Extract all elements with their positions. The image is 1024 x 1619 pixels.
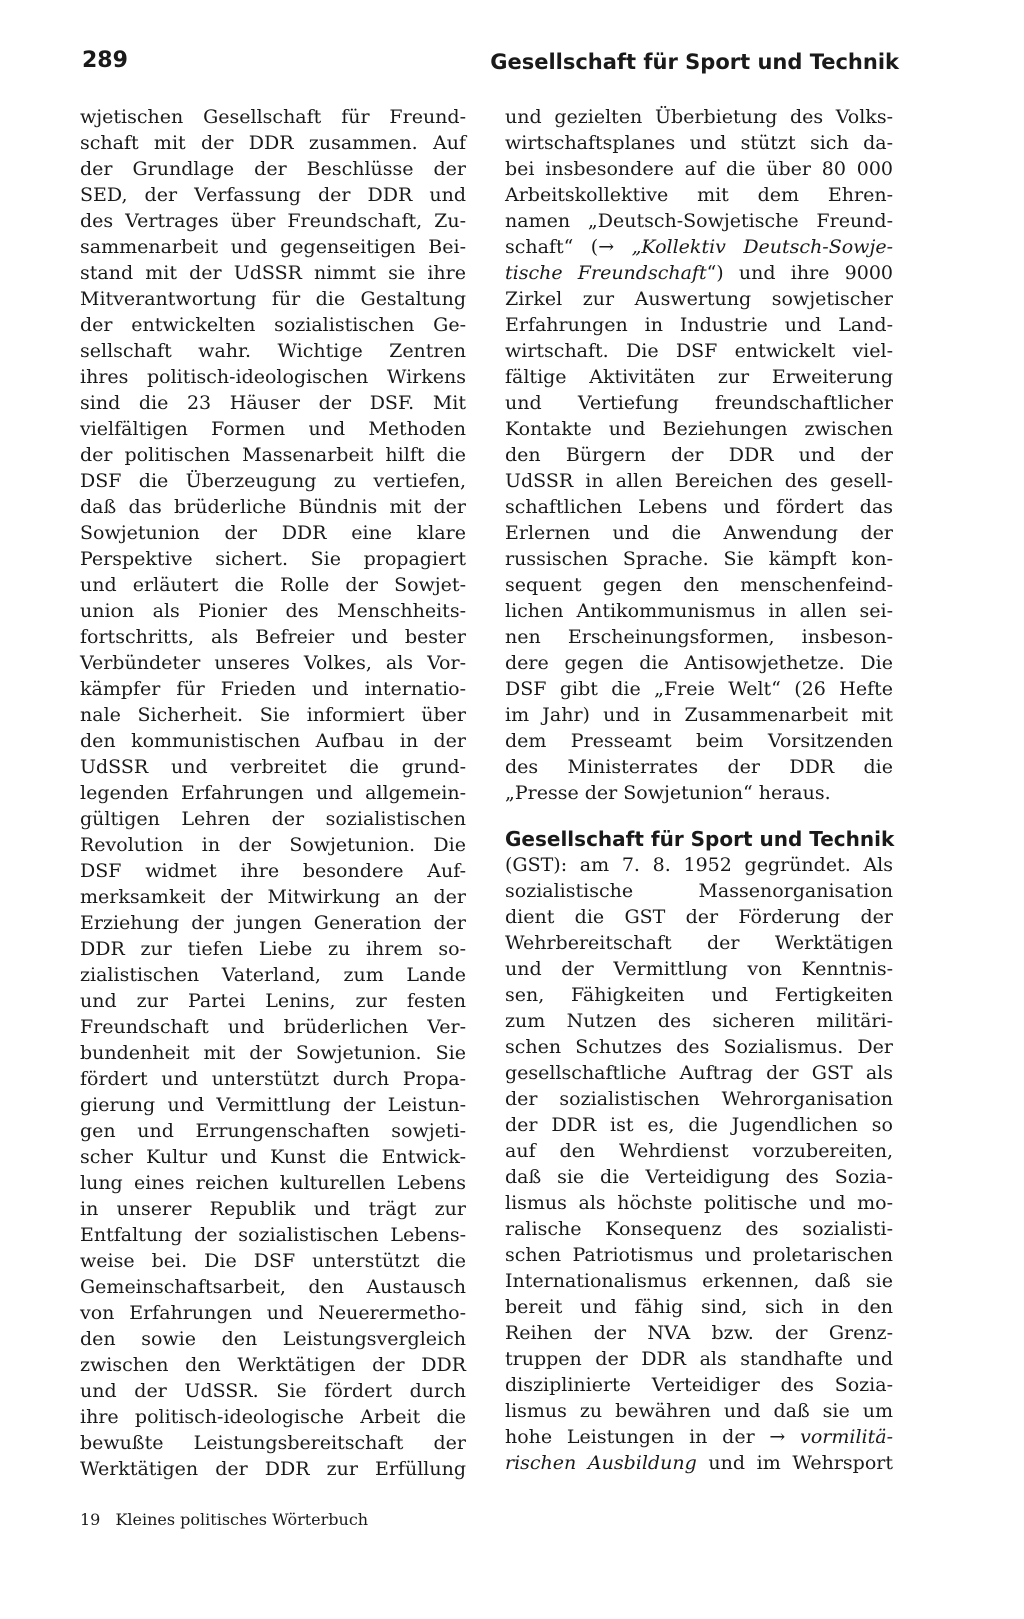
signature-mark: 19 xyxy=(80,1510,101,1529)
text-line: lismus zu bewähren und daß sie um xyxy=(505,1400,893,1422)
text-line: Revolution in der Sowjetunion. Die xyxy=(80,834,466,856)
text-line xyxy=(505,260,893,286)
text-line: schaft mit der DDR zusammen. Auf xyxy=(80,132,466,154)
text-line: wjetischen Gesellschaft für Freund- xyxy=(80,106,466,128)
text-line: Reihen der NVA bzw. der Grenz- xyxy=(505,1322,893,1344)
text-line: zwischen den Werktätigen der DDR xyxy=(80,1354,466,1376)
right-column xyxy=(505,104,893,1476)
text-line: lung eines reichen kulturellen Lebens xyxy=(80,1172,466,1194)
cross-reference-link[interactable]: vormilitä- xyxy=(785,1426,893,1448)
text-line: namen „Deutsch-Sowjetische Freund- xyxy=(505,210,893,232)
text-line: im Jahr) und in Zusammenarbeit mit xyxy=(505,704,893,726)
text-line: der Grundlage der Beschlüsse der xyxy=(80,158,466,180)
text-line: nen Erscheinungsformen, insbeson- xyxy=(505,626,893,648)
text-line: weise bei. Die DSF unterstützt die xyxy=(80,1250,466,1272)
text-line: DSF widmet ihre besondere Auf- xyxy=(80,860,466,882)
text-line: daß das brüderliche Bündnis mit der xyxy=(80,496,466,518)
text-line: UdSSR in allen Bereichen des gesell- xyxy=(505,470,893,492)
text-line: der sozialistischen Wehrorganisation xyxy=(505,1088,893,1110)
text-line: schaftlichen Lebens und fördert das xyxy=(505,496,893,518)
cross-reference-link[interactable]: tische Freundschaft xyxy=(505,262,707,284)
text-fragment: hohe Leistungen in der xyxy=(505,1426,770,1448)
text-line: wirtschaftsplanes und stützt sich da- xyxy=(505,132,893,154)
text-line: und zur Partei Lenins, zur festen xyxy=(80,990,466,1012)
text-line: und erläutert die Rolle der Sowjet- xyxy=(80,574,466,596)
text-line: Erfahrungen in Industrie und Land- xyxy=(505,314,893,336)
text-fragment: “) und ihre 9000 xyxy=(706,262,893,284)
text-line: Freundschaft und brüderlichen Ver- xyxy=(80,1016,466,1038)
text-line: sammenarbeit und gegenseitigen Bei- xyxy=(80,236,466,258)
text-line: SED, der Verfassung der DDR und xyxy=(80,184,466,206)
text-line: DSF die Überzeugung zu vertiefen, xyxy=(80,470,466,492)
text-line: den sowie den Leistungsvergleich xyxy=(80,1328,466,1350)
paragraph-dsf-continued xyxy=(80,104,466,1482)
text-line: Wehrbereitschaft der Werktätigen xyxy=(505,932,893,954)
text-line: DDR zur tiefen Liebe zu ihrem so- xyxy=(80,938,466,960)
text-line: Mitverantwortung für die Gestaltung xyxy=(80,288,466,310)
text-line: Werktätigen der DDR zur Erfüllung xyxy=(80,1458,466,1480)
text-fragment: und im Wehrsport xyxy=(696,1452,893,1474)
text-line: DSF gibt die „Freie Welt“ (26 Hefte xyxy=(505,678,893,700)
text-line: Sowjetunion der DDR eine klare xyxy=(80,522,466,544)
text-line: sellschaft wahr. Wichtige Zentren xyxy=(80,340,466,362)
text-line: UdSSR und verbreitet die grund- xyxy=(80,756,466,778)
text-line: zialistischen Vaterland, zum Lande xyxy=(80,964,466,986)
page-footer xyxy=(80,1510,378,1529)
text-line: bei insbesondere auf die über 80 000 xyxy=(505,158,893,180)
text-line: sequent gegen den menschenfeind- xyxy=(505,574,893,596)
text-line: nale Sicherheit. Sie informiert über xyxy=(80,704,466,726)
text-line: von Erfahrungen und Neuerermetho- xyxy=(80,1302,466,1324)
text-line: Zirkel zur Auswertung sowjetischer xyxy=(505,288,893,310)
left-column xyxy=(80,104,466,1482)
text-line: kämpfer für Frieden und internatio- xyxy=(80,678,466,700)
text-line: Arbeitskollektive mit dem Ehren- xyxy=(505,184,893,206)
text-line: ihres politisch-ideologischen Wirkens xyxy=(80,366,466,388)
book-title: Kleines politisches Wörterbuch xyxy=(115,1510,369,1529)
text-line: sozialistische Massenorganisation xyxy=(505,880,893,902)
text-line: der DDR ist es, die Jugendlichen so xyxy=(505,1114,893,1136)
article-heading: Gesellschaft für Sport und Technik xyxy=(505,827,895,851)
text-line: wirtschaft. Die DSF entwickelt viel- xyxy=(505,340,893,362)
text-line: lichen Antikommunismus in allen sei- xyxy=(505,600,893,622)
text-line: fortschritts, als Befreier und bester xyxy=(80,626,466,648)
text-line: den kommunistischen Aufbau in der xyxy=(80,730,466,752)
text-line: russischen Sprache. Sie kämpft kon- xyxy=(505,548,893,570)
text-line xyxy=(505,1424,893,1450)
text-line: und gezielten Überbietung des Volks- xyxy=(505,106,893,128)
text-line xyxy=(505,234,893,260)
text-line: Erziehung der jungen Generation der xyxy=(80,912,466,934)
article-body xyxy=(505,852,893,1476)
cross-reference-link[interactable]: „Kollektiv Deutsch-Sowje- xyxy=(614,236,894,258)
text-line: dient die GST der Förderung der xyxy=(505,906,893,928)
text-line: gesellschaftliche Auftrag der GST als xyxy=(505,1062,893,1084)
text-line: sen, Fähigkeiten und Fertigkeiten xyxy=(505,984,893,1006)
text-line: Perspektive sichert. Sie propagiert xyxy=(80,548,466,570)
text-line: gierung und Vermittlung der Leistun- xyxy=(80,1094,466,1116)
text-line: truppen der DDR als standhafte und xyxy=(505,1348,893,1370)
text-line: bewußte Leistungsbereitschaft der xyxy=(80,1432,466,1454)
text-line: gen und Errungenschaften sowjeti- xyxy=(80,1120,466,1142)
page-number: 289 xyxy=(82,48,128,73)
text-line: zum Nutzen des sicheren militäri- xyxy=(505,1010,893,1032)
text-line: union als Pionier des Menschheits- xyxy=(80,600,466,622)
text-line: ihre politisch-ideologische Arbeit die xyxy=(80,1406,466,1428)
text-line: den Bürgern der DDR und der xyxy=(505,444,893,466)
text-line: „Presse der Sowjetunion“ heraus. xyxy=(505,782,831,804)
text-line: merksamkeit der Mitwirkung an der xyxy=(80,886,466,908)
text-line: daß sie die Verteidigung des Sozia- xyxy=(505,1166,893,1188)
paragraph-dsf-continued-right xyxy=(505,104,893,806)
text-line: Internationalismus erkennen, daß sie xyxy=(505,1270,893,1292)
text-line: und der UdSSR. Sie fördert durch xyxy=(80,1380,466,1402)
text-line: dere gegen die Antisowjethetze. Die xyxy=(505,652,893,674)
text-line: und der Vermittlung von Kenntnis- xyxy=(505,958,893,980)
text-line: des Ministerrates der DDR die xyxy=(505,756,893,778)
arrow-icon: → xyxy=(769,1426,786,1448)
text-line: Erlernen und die Anwendung der xyxy=(505,522,893,544)
text-line: auf den Wehrdienst vorzubereiten, xyxy=(505,1140,893,1162)
text-line: Gemeinschaftsarbeit, den Austausch xyxy=(80,1276,466,1298)
text-line: schen Schutzes des Sozialismus. Der xyxy=(505,1036,893,1058)
text-line: dem Presseamt beim Vorsitzenden xyxy=(505,730,893,752)
text-line: schen Patriotismus und proletarischen xyxy=(505,1244,893,1266)
text-line: Entfaltung der sozialistischen Lebens- xyxy=(80,1224,466,1246)
text-line: scher Kultur und Kunst die Entwick- xyxy=(80,1146,466,1168)
arrow-icon: → xyxy=(598,236,615,258)
cross-reference-link[interactable]: rischen Ausbildung xyxy=(505,1452,697,1474)
text-line: bereit und fähig sind, sich in den xyxy=(505,1296,893,1318)
text-line: in unserer Republik und trägt zur xyxy=(80,1198,466,1220)
text-line: legenden Erfahrungen und allgemein- xyxy=(80,782,466,804)
text-line: fördert und unterstützt durch Propa- xyxy=(80,1068,466,1090)
text-line: lismus als höchste politische und mo- xyxy=(505,1192,893,1214)
text-line: sind die 23 Häuser der DSF. Mit xyxy=(80,392,466,414)
text-line: gültigen Lehren der sozialistischen xyxy=(80,808,466,830)
text-line: disziplinierte Verteidiger des Sozia- xyxy=(505,1374,893,1396)
text-line: ralische Konsequenz des sozialisti- xyxy=(505,1218,893,1240)
text-line: bundenheit mit der Sowjetunion. Sie xyxy=(80,1042,466,1064)
text-line: und Vertiefung freundschaftlicher xyxy=(505,392,893,414)
text-line: des Vertrages über Freundschaft, Zu- xyxy=(80,210,466,232)
text-line: fältige Aktivitäten zur Erweiterung xyxy=(505,366,893,388)
text-line: Verbündeter unseres Volkes, als Vor- xyxy=(80,652,466,674)
running-head: Gesellschaft für Sport und Technik xyxy=(490,50,899,74)
text-fragment: schaft“ ( xyxy=(505,236,599,258)
text-line: der politischen Massenarbeit hilft die xyxy=(80,444,466,466)
text-line: der entwickelten sozialistischen Ge- xyxy=(80,314,466,336)
text-line: (GST): am 7. 8. 1952 gegründet. Als xyxy=(505,854,893,876)
text-line: vielfältigen Formen und Methoden xyxy=(80,418,466,440)
text-line xyxy=(505,1450,893,1476)
text-line: Kontakte und Beziehungen zwischen xyxy=(505,418,893,440)
text-line: stand mit der UdSSR nimmt sie ihre xyxy=(80,262,466,284)
